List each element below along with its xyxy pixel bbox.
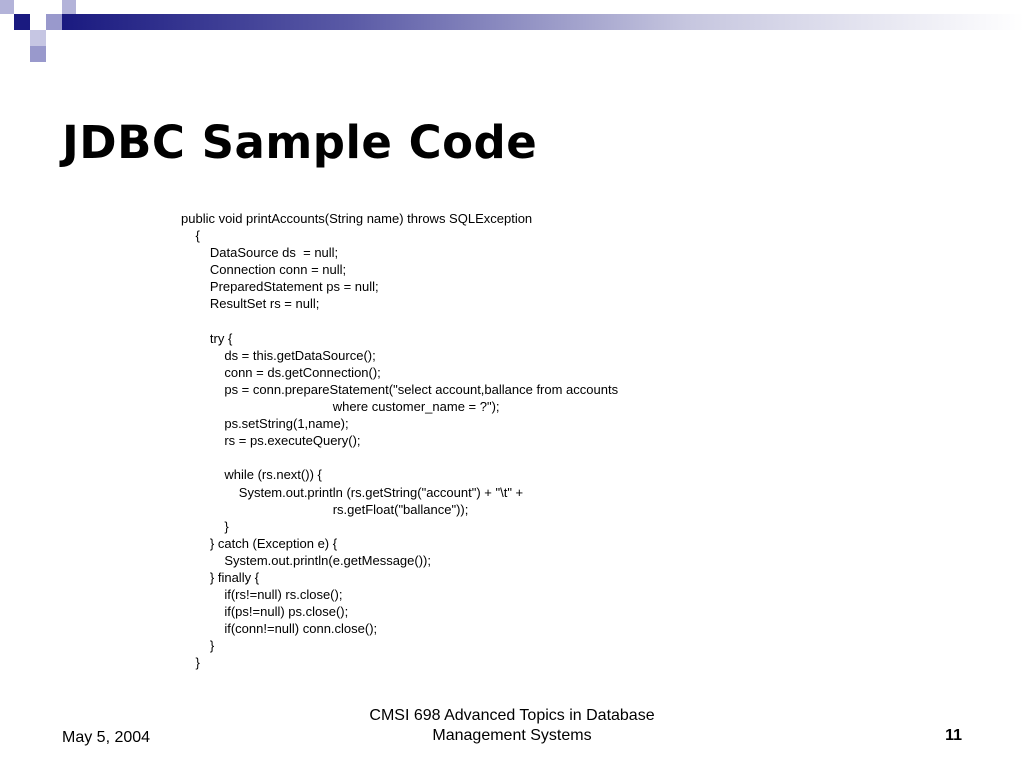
code-line: }	[181, 638, 215, 654]
code-line: } catch (Exception e) {	[181, 535, 338, 551]
code-line: ds = this.getDataSource();	[181, 347, 376, 363]
decor-square	[30, 46, 46, 62]
code-line: }	[181, 655, 200, 671]
page-number: 11	[945, 727, 962, 744]
code-line: PreparedStatement ps = null;	[181, 279, 379, 295]
code-line: }	[181, 518, 229, 534]
decor-square	[14, 14, 30, 30]
header-decoration	[0, 0, 1024, 62]
decor-square	[30, 30, 46, 46]
code-line	[181, 313, 618, 330]
code-line: ps = conn.prepareStatement("select account,ballance from accounts	[181, 381, 619, 397]
code-line: } finally {	[181, 569, 260, 585]
code-line: ResultSet rs = null;	[181, 296, 320, 312]
code-line: DataSource ds = null;	[181, 245, 339, 261]
footer-course-line-2: Management Systems	[432, 727, 592, 744]
code-line: where customer_name = ?");	[181, 399, 500, 415]
code-line	[181, 449, 618, 466]
code-line: System.out.println(e.getMessage());	[181, 552, 431, 568]
code-line: rs.getFloat("ballance"));	[181, 501, 469, 517]
decor-square	[46, 14, 62, 30]
footer-course	[332, 706, 692, 746]
code-line: {	[181, 228, 200, 244]
code-line: if(rs!=null) rs.close();	[181, 587, 343, 603]
code-block	[181, 210, 618, 672]
footer-course-line-1: CMSI 698 Advanced Topics in Database	[369, 707, 655, 724]
header-gradient-bar	[62, 14, 1024, 30]
code-line: conn = ds.getConnection();	[181, 364, 381, 380]
code-line: while (rs.next()) {	[181, 467, 322, 483]
code-line: rs = ps.executeQuery();	[181, 433, 361, 449]
slide-title: JDBC Sample Code	[62, 116, 538, 169]
decor-square	[62, 0, 76, 14]
code-line: Connection conn = null;	[181, 262, 347, 278]
code-line: if(conn!=null) conn.close();	[181, 621, 378, 637]
footer-date: May 5, 2004	[62, 729, 151, 746]
code-line: public void printAccounts(String name) throws SQLException	[181, 211, 533, 226]
decor-square	[0, 0, 14, 14]
code-line: if(ps!=null) ps.close();	[181, 604, 349, 620]
code-line: System.out.println (rs.getString("account") + "\t" +	[181, 484, 524, 500]
code-line: try {	[181, 330, 233, 346]
code-line: ps.setString(1,name);	[181, 416, 349, 432]
